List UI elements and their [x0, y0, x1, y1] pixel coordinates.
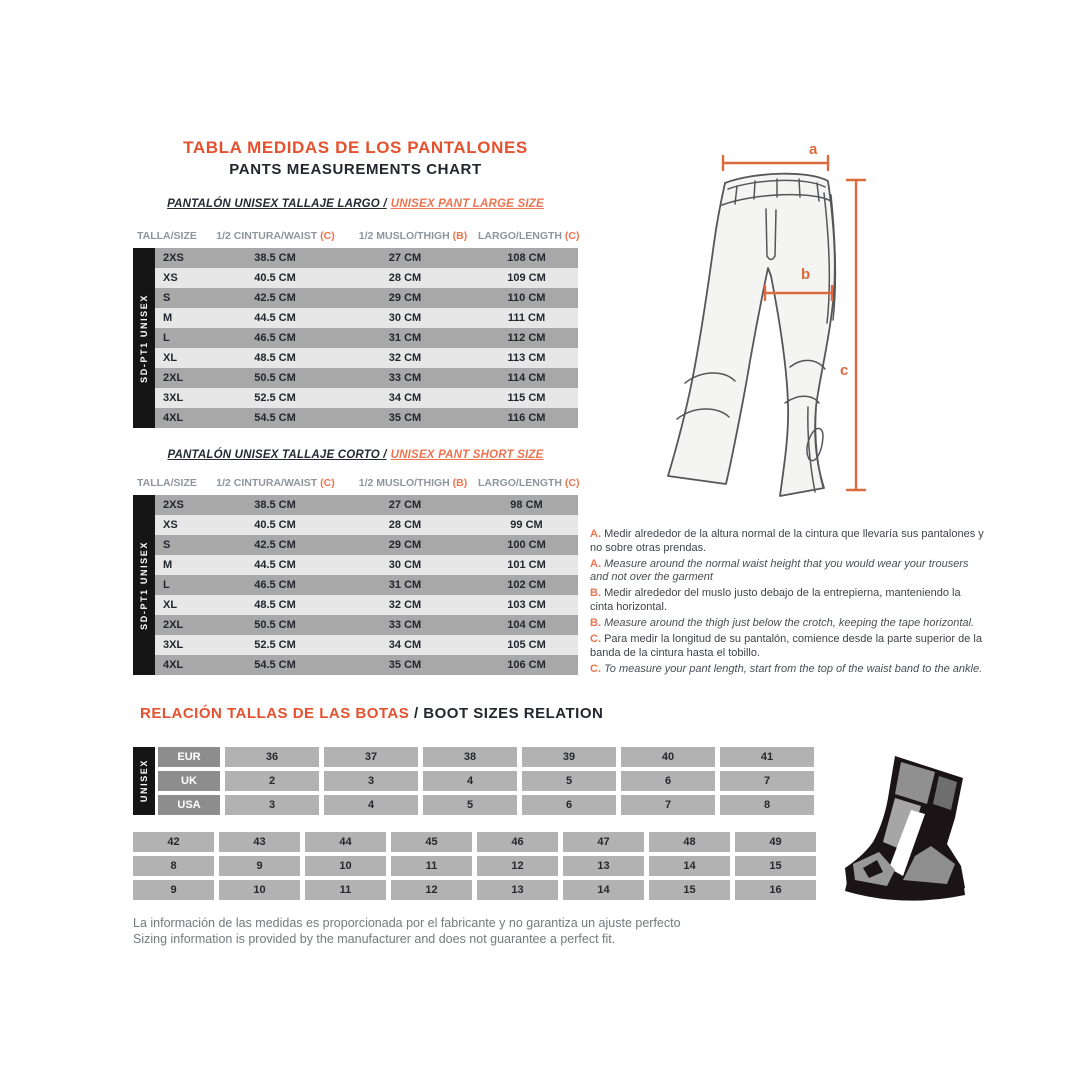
measure-note-c-es: C. Para medir la longitud de su pantalón, comience desde la parte superior de la banda de la cintura hasta el tobillo. [590, 633, 982, 659]
boot-size-cell: 7 [621, 795, 715, 815]
size-label: 2XL [163, 372, 184, 384]
column-header-3 [478, 477, 578, 489]
measurement-value: 32 CM [388, 352, 422, 364]
boot-size-cell: 43 [219, 832, 300, 852]
measurement-value: 109 CM [507, 272, 546, 284]
boot-heading-spanish: RELACIÓN TALLAS DE LAS BOTAS [140, 705, 414, 722]
boot-size-cell: 49 [735, 832, 816, 852]
size-label: XL [163, 352, 178, 364]
size-label: XL [163, 599, 178, 611]
dim-a-label: a [809, 141, 818, 158]
boot-size-cell: 11 [391, 856, 472, 876]
measurement-value: 34 CM [388, 392, 422, 404]
measurement-value: 29 CM [388, 539, 422, 551]
pants-short-rows [155, 495, 578, 675]
boot-size-cell: 42 [133, 832, 214, 852]
pants-large-column-headers [133, 230, 578, 242]
measurement-value: 54.5 CM [254, 412, 296, 424]
boot-side-label: UNISEX [139, 759, 149, 803]
pants-large-table [133, 248, 578, 428]
dim-c-line [847, 180, 865, 490]
dim-b-label: b [801, 266, 811, 283]
footer-disclaimer-english: Sizing information is provided by the manufacturer and does not guarantee a perfect fit. [133, 931, 616, 946]
column-header-letter: (B) [449, 477, 468, 489]
footer-disclaimer-spanish: La información de las medidas es proporcionada por el fabricante y no garantiza un ajuste perfecto [133, 916, 681, 930]
boot-size-cell: 39 [522, 747, 616, 767]
size-row-l [155, 575, 578, 595]
size-row-2xs [155, 248, 578, 268]
column-header-label: 1/2 MUSLO/THIGH [358, 477, 450, 489]
measurement-value: 38.5 CM [254, 252, 296, 264]
measurement-value: 31 CM [388, 579, 422, 591]
measurement-value: 33 CM [388, 619, 422, 631]
size-label: 2XS [163, 499, 184, 511]
size-row-m [155, 555, 578, 575]
measurement-value: 99 CM [510, 519, 543, 531]
size-row-xl [155, 348, 578, 368]
size-label: M [163, 559, 173, 571]
column-header-label: TALLA/SIZE [137, 477, 197, 489]
size-row-xs [155, 515, 578, 535]
measurement-value: 98 CM [510, 499, 543, 511]
measuring-notes [590, 528, 984, 679]
boot-size-cell: 4 [423, 771, 517, 791]
column-header-letter: (C) [317, 477, 335, 489]
boot-size-cell: 40 [621, 747, 715, 767]
measurement-value: 102 CM [507, 579, 546, 591]
size-row-2xl [155, 368, 578, 388]
page-title-spanish: TABLA MEDIDAS DE LOS PANTALONES [183, 138, 528, 157]
boot-size-cell: 15 [649, 880, 730, 900]
boot-size-cell: 2 [225, 771, 319, 791]
column-header-label: 1/2 CINTURA/WAIST [216, 230, 318, 242]
size-row-xl [155, 595, 578, 615]
size-label: L [163, 332, 170, 344]
boot-size-cell: 11 [305, 880, 386, 900]
measurement-value: 40.5 CM [254, 272, 296, 284]
boot-size-cell: 13 [563, 856, 644, 876]
size-row-3xl [155, 388, 578, 408]
measurement-value: 46.5 CM [254, 579, 296, 591]
boot-size-table-eur36-41 [158, 747, 814, 815]
measure-note-a-en: A. Measure around the normal waist height that you would wear your trousers and not over the garment [590, 557, 969, 584]
size-label: M [163, 312, 173, 324]
measurement-value: 30 CM [388, 312, 422, 324]
column-header-2 [348, 230, 478, 242]
pants-short-heading-english: UNISEX PANT SHORT SIZE [390, 449, 544, 461]
pants-short-heading [113, 449, 598, 461]
note-letter: A. [590, 557, 605, 570]
measurement-value: 52.5 CM [254, 392, 296, 404]
measurement-value: 31 CM [388, 332, 422, 344]
column-header-letter: (C) [562, 477, 580, 489]
measurement-value: 50.5 CM [254, 372, 296, 384]
boot-size-cell: 10 [219, 880, 300, 900]
column-header-1 [203, 477, 348, 489]
measurement-value: 28 CM [388, 519, 422, 531]
measurement-value: 48.5 CM [254, 352, 296, 364]
measurement-value: 42.5 CM [254, 292, 296, 304]
boot-size-cell: 38 [423, 747, 517, 767]
column-header-label: LARGO/LENGTH [478, 477, 562, 489]
boot-row-header-eur: EUR [158, 747, 220, 767]
boot-row-header-uk: UK [158, 771, 220, 791]
measurement-value: 35 CM [388, 412, 422, 424]
boot-side-bar [133, 747, 155, 815]
measurement-value: 27 CM [388, 499, 422, 511]
boot-size-cell: 9 [219, 856, 300, 876]
pants-large-side-label: SD-PT1 UNISEX [139, 293, 149, 383]
boot-size-cell: 5 [522, 771, 616, 791]
pants-large-rows [155, 248, 578, 428]
note-letter: A. [590, 528, 605, 540]
boot-size-cell: 10 [305, 856, 386, 876]
measurement-value: 33 CM [388, 372, 422, 384]
boot-size-cell: 3 [225, 795, 319, 815]
note-letter: C. [590, 633, 605, 646]
measurement-value: 50.5 CM [254, 619, 296, 631]
measurement-value: 32 CM [388, 599, 422, 611]
pants-diagram [585, 135, 885, 510]
boot-size-cell: 37 [324, 747, 418, 767]
measurement-value: 35 CM [388, 659, 422, 671]
boot-section-heading [140, 705, 603, 722]
boot-heading-english: / BOOT SIZES RELATION [413, 705, 604, 722]
dim-c-label: c [840, 362, 849, 379]
size-label: 4XL [163, 659, 184, 671]
note-letter: C. [590, 662, 605, 675]
page-title [113, 138, 598, 178]
boot-size-cell: 13 [477, 880, 558, 900]
size-row-2xl [155, 615, 578, 635]
boot-size-cell: 8 [133, 856, 214, 876]
boot-size-cell: 6 [621, 771, 715, 791]
measurement-value: 38.5 CM [254, 499, 296, 511]
measurement-value: 112 CM [507, 332, 546, 344]
measure-note-b-en: B. Measure around the thigh just below the crotch, keeping the tape horizontal. [590, 617, 975, 630]
boot-size-cell: 45 [391, 832, 472, 852]
column-header-label: TALLA/SIZE [137, 230, 197, 242]
boot-size-cell: 36 [225, 747, 319, 767]
boot-size-cell: 15 [735, 856, 816, 876]
measure-note-a-es: A. Medir alrededor de la altura normal de la cintura que llevaría sus pantalones y no sobre otras prendas. [590, 528, 984, 554]
measurement-value: 48.5 CM [254, 599, 296, 611]
measurement-value: 108 CM [507, 252, 546, 264]
column-header-label: LARGO/LENGTH [478, 230, 562, 242]
measurement-value: 27 CM [388, 252, 422, 264]
pants-short-heading-spanish: PANTALÓN UNISEX TALLAJE CORTO / [167, 449, 387, 461]
boot-size-cell: 41 [720, 747, 814, 767]
boot-size-cell: 5 [423, 795, 517, 815]
size-row-m [155, 308, 578, 328]
boot-size-cell: 14 [563, 880, 644, 900]
pants-large-heading-english: UNISEX PANT LARGE SIZE [390, 198, 544, 210]
size-label: 2XS [163, 252, 184, 264]
size-label: L [163, 579, 170, 591]
measurement-value: 29 CM [388, 292, 422, 304]
column-header-2 [348, 477, 478, 489]
pants-outline [668, 174, 835, 496]
size-row-l [155, 328, 578, 348]
measurement-value: 106 CM [507, 659, 546, 671]
measurement-value: 113 CM [507, 352, 546, 364]
size-row-s [155, 535, 578, 555]
column-header-label: 1/2 CINTURA/WAIST [216, 477, 318, 489]
column-header-0 [133, 477, 203, 489]
boot-size-table-eur42-49 [133, 832, 816, 900]
size-row-xs [155, 268, 578, 288]
size-row-4xl [155, 408, 578, 428]
column-header-label: 1/2 MUSLO/THIGH [358, 230, 450, 242]
boot-size-cell: 47 [563, 832, 644, 852]
column-header-letter: (C) [562, 230, 580, 242]
boot-size-cell: 16 [735, 880, 816, 900]
measurement-value: 54.5 CM [254, 659, 296, 671]
boot-size-cell: 7 [720, 771, 814, 791]
footer-disclaimer [133, 916, 681, 947]
measurement-value: 114 CM [507, 372, 546, 384]
pants-short-side-label: SD-PT1 UNISEX [139, 540, 149, 630]
pants-short-side-bar [133, 495, 155, 675]
measurement-value: 100 CM [507, 539, 546, 551]
column-header-letter: (C) [317, 230, 335, 242]
measurement-value: 104 CM [507, 619, 546, 631]
measurement-value: 34 CM [388, 639, 422, 651]
size-label: S [163, 292, 171, 304]
measurement-value: 30 CM [388, 559, 422, 571]
column-header-1 [203, 230, 348, 242]
measurement-value: 115 CM [507, 392, 546, 404]
dim-a-arrow [723, 156, 828, 170]
measure-note-b-es: B. Medir alrededor del muslo justo debajo de la entrepierna, manteniendo la cinta horizontal. [590, 587, 961, 613]
measurement-value: 52.5 CM [254, 639, 296, 651]
measurement-value: 110 CM [507, 292, 546, 304]
size-label: S [163, 539, 171, 551]
boot-image [843, 748, 1018, 913]
boot-size-cell: 4 [324, 795, 418, 815]
size-row-3xl [155, 635, 578, 655]
measurement-value: 103 CM [507, 599, 546, 611]
measurement-value: 46.5 CM [254, 332, 296, 344]
pants-short-table [133, 495, 578, 675]
measurement-value: 44.5 CM [254, 312, 296, 324]
measurement-value: 28 CM [388, 272, 422, 284]
pants-large-heading [113, 198, 598, 210]
measurement-value: 111 CM [507, 312, 546, 324]
size-label: 3XL [163, 392, 184, 404]
measurement-value: 105 CM [507, 639, 546, 651]
size-row-2xs [155, 495, 578, 515]
measurement-value: 116 CM [507, 412, 546, 424]
measurement-value: 42.5 CM [254, 539, 296, 551]
size-label: 2XL [163, 619, 184, 631]
note-letter: B. [590, 587, 605, 600]
boot-size-cell: 6 [522, 795, 616, 815]
size-row-4xl [155, 655, 578, 675]
measurement-value: 40.5 CM [254, 519, 296, 531]
boot-row-header-usa: USA [158, 795, 220, 815]
measurement-value: 44.5 CM [254, 559, 296, 571]
column-header-0 [133, 230, 203, 242]
boot-size-cell: 44 [305, 832, 386, 852]
size-label: XS [163, 519, 178, 531]
boot-size-cell: 3 [324, 771, 418, 791]
boot-size-cell: 8 [720, 795, 814, 815]
boot-size-cell: 12 [391, 880, 472, 900]
pants-large-heading-spanish: PANTALÓN UNISEX TALLAJE LARGO / [167, 198, 387, 210]
boot-size-cell: 12 [477, 856, 558, 876]
pants-short-column-headers [133, 477, 578, 489]
size-label: 4XL [163, 412, 184, 424]
boot-size-cell: 9 [133, 880, 214, 900]
boot-size-cell: 48 [649, 832, 730, 852]
page-title-english: PANTS MEASUREMENTS CHART [229, 161, 482, 178]
note-letter: B. [590, 617, 605, 630]
size-label: 3XL [163, 639, 184, 651]
column-header-3 [478, 230, 578, 242]
boot-size-cell: 14 [649, 856, 730, 876]
size-label: XS [163, 272, 178, 284]
measure-note-c-en: C. To measure your pant length, start from the top of the waist band to the ankle. [590, 662, 983, 675]
measurement-value: 101 CM [507, 559, 546, 571]
pants-large-side-bar [133, 248, 155, 428]
boot-size-cell: 46 [477, 832, 558, 852]
size-row-s [155, 288, 578, 308]
column-header-letter: (B) [449, 230, 468, 242]
